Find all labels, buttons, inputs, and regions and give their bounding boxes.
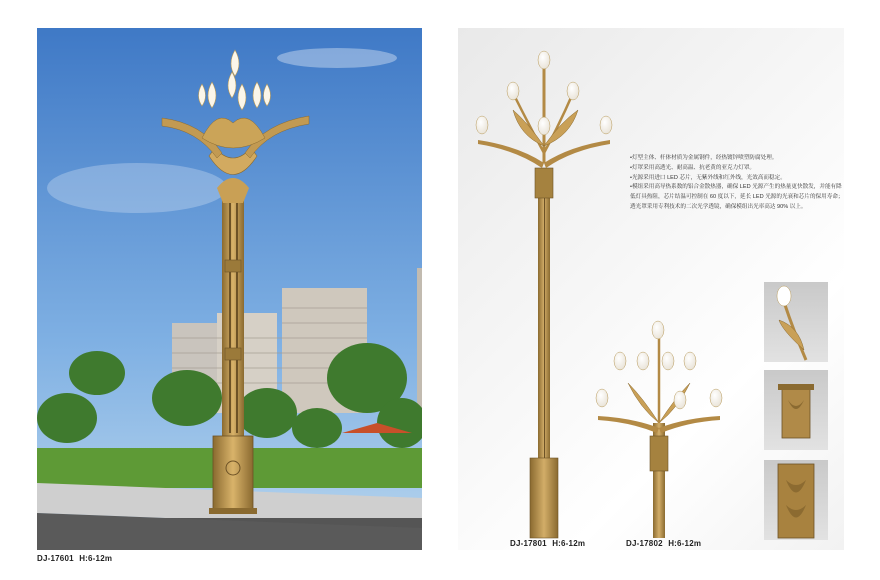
model-label: DJ-17802 bbox=[626, 539, 663, 548]
feature-item: •模组采用高导热系数的铝合金散热器，确保 LED 光源产生的热量更快散发，并能有降低灯具热阻，芯片结温可控制在 60 度以下，延长 LED 光源的光衰和芯片的保用寿命；透光罩采用专利技术的二次光学透镜，确保模组出光率高达 90% 以上。 bbox=[630, 184, 844, 210]
caption-dj17801 bbox=[510, 539, 585, 548]
model-label: DJ-17601 bbox=[37, 554, 74, 563]
caption-dj17802 bbox=[626, 539, 701, 548]
feature-item: •光源采用进口 LED 芯片，无紫外线和红外线，光效高而稳定。 bbox=[630, 174, 786, 181]
detail-thumb-joint bbox=[764, 370, 828, 450]
model-label: DJ-17801 bbox=[510, 539, 547, 548]
lamp-dj17802 bbox=[596, 321, 722, 538]
feature-item: •灯罩采用高透光、耐高温、抗老黄的亚克力灯罩。 bbox=[630, 164, 756, 171]
feature-item: •灯型主体、杆体材质为金属钢件，经热镀锌喷塑防腐处理。 bbox=[630, 155, 778, 161]
caption-dj17601 bbox=[37, 554, 112, 563]
detail-thumb-base bbox=[764, 460, 828, 540]
product-photo-dj17601 bbox=[37, 28, 422, 550]
height-label: H:6-12m bbox=[668, 539, 702, 548]
lamp-dj17801 bbox=[476, 51, 612, 538]
feature-list bbox=[630, 154, 845, 213]
height-label: H:6-12m bbox=[79, 554, 113, 563]
height-label: H:6-12m bbox=[552, 539, 586, 548]
detail-thumb-bulb-arm bbox=[764, 282, 828, 362]
